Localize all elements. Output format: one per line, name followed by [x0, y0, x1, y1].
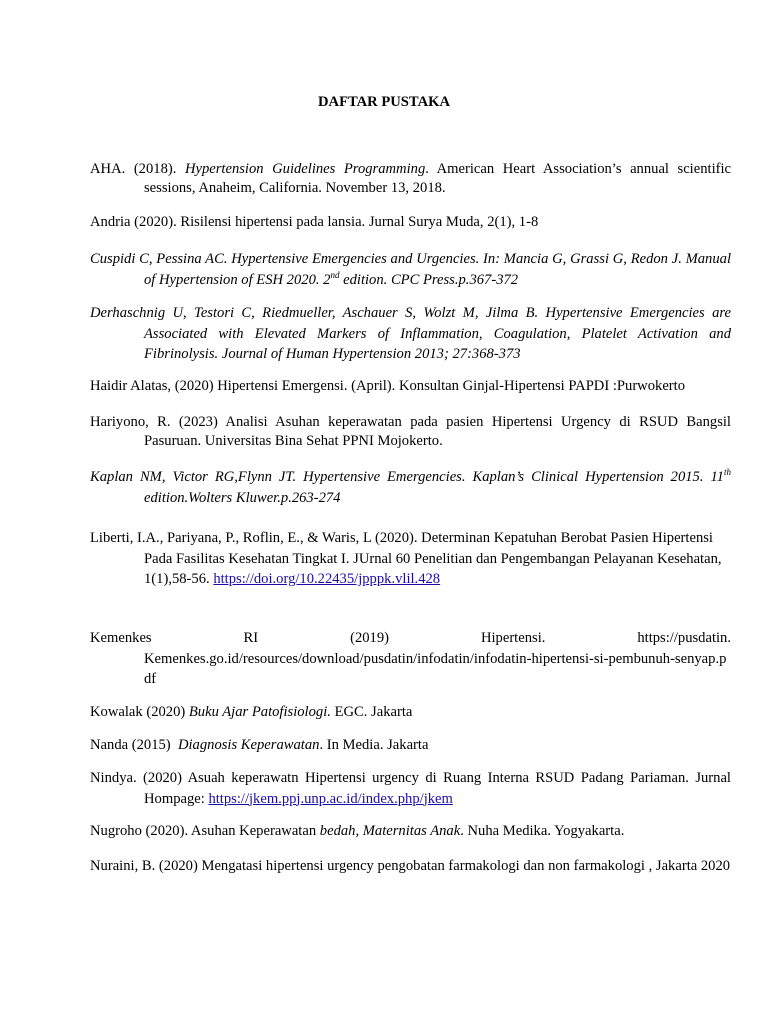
- reference-hariyono: Hariyono, R. (2023) Analisi Asuhan keperawatan pada pasien Hipertensi Urgency di RSUD Bangsil Pasuruan. Universitas Bina Sehat PPNI Mojokerto.: [90, 414, 731, 449]
- reference-nugroho: Nugroho (2020). Asuhan Keperawatan bedah, Maternitas Anak. Nuha Medika. Yogyakarta.: [90, 823, 625, 839]
- reference-cuspidi: Cuspidi C, Pessina AC. Hypertensive Emergencies and Urgencies. In: Mancia G, Grassi G, Redon J. Manual of Hypertension of ESH 2020. 2nd edition. CPC Press.p.367-372: [90, 251, 731, 288]
- reference-kowalak: Kowalak (2020) Buku Ajar Patofisiologi. EGC. Jakarta: [90, 704, 413, 720]
- reference-derhaschnig: Derhaschnig U, Testori C, Riedmueller, Aschauer S, Wolzt M, Jilma B. Hypertensive Emergencies are Associated with Elevated Markers of Inflammation, Coagulation, Platelet Activation and Fibrinolysis. Journal of Human Hypertension 2013; 27:368-373: [90, 305, 731, 362]
- reference-andria: Andria (2020). Risilensi hipertensi pada lansia. Jurnal Surya Muda, 2(1), 1-8: [90, 214, 539, 230]
- reference-nindya: Nindya. (2020) Asuah keperawatn Hipertensi urgency di Ruang Interna RSUD Padang Pariaman. Jurnal Hompage: https://jkem.ppj.unp.ac.id/index.php/jkem: [90, 770, 731, 807]
- reference-kemenkes: Kemenkes RI (2019) Hipertensi. https://pusdatin. Kemenkes.go.id/resources/download/pusdatin/infodatin/infodatin-hipertensi-si-pembunuh-senyap.pdf: [90, 630, 731, 687]
- reference-nuraini: Nuraini, B. (2020) Mengatasi hipertensi urgency pengobatan farmakologi dan non farmakologi , Jakarta 2020: [90, 858, 731, 874]
- doi-link[interactable]: https://doi.org/10.22435/jpppk.vlil.428: [213, 571, 441, 587]
- reference-aha: AHA. (2018). Hypertension Guidelines Programming. American Heart Association’s annual scientific sessions, Anaheim, California. November 13, 2018.: [90, 161, 732, 196]
- reference-kaplan: Kaplan NM, Victor RG,Flynn JT. Hypertensive Emergencies. Kaplan’s Clinical Hypertension 2015. 11th edition.Wolters Kluwer.p.263-274: [90, 467, 731, 506]
- page-title: DAFTAR PUSTAKA: [317, 94, 451, 110]
- jkem-link[interactable]: https://jkem.ppj.unp.ac.id/index.php/jkem: [208, 790, 453, 807]
- reference-liberti: Liberti, I.A., Pariyana, P., Roflin, E., & Waris, L (2020). Determinan Kepatuhan Berobat Pasien Hipertensi Pada Fasilitas Kesehatan Tingkat I. JUrnal 60 Penelitian dan Pengembangan Pelayanan Kesehatan, 1(1),58-56. https://doi.org/10.22435/jpppk.vlil.428: [90, 530, 722, 587]
- reference-haidir: Haidir Alatas, (2020) Hipertensi Emergensi. (April). Konsultan Ginjal-Hipertensi PAPDI :Purwokerto: [90, 378, 686, 394]
- reference-nanda: Nanda (2015) Diagnosis Keperawatan. In Media. Jakarta: [90, 737, 429, 753]
